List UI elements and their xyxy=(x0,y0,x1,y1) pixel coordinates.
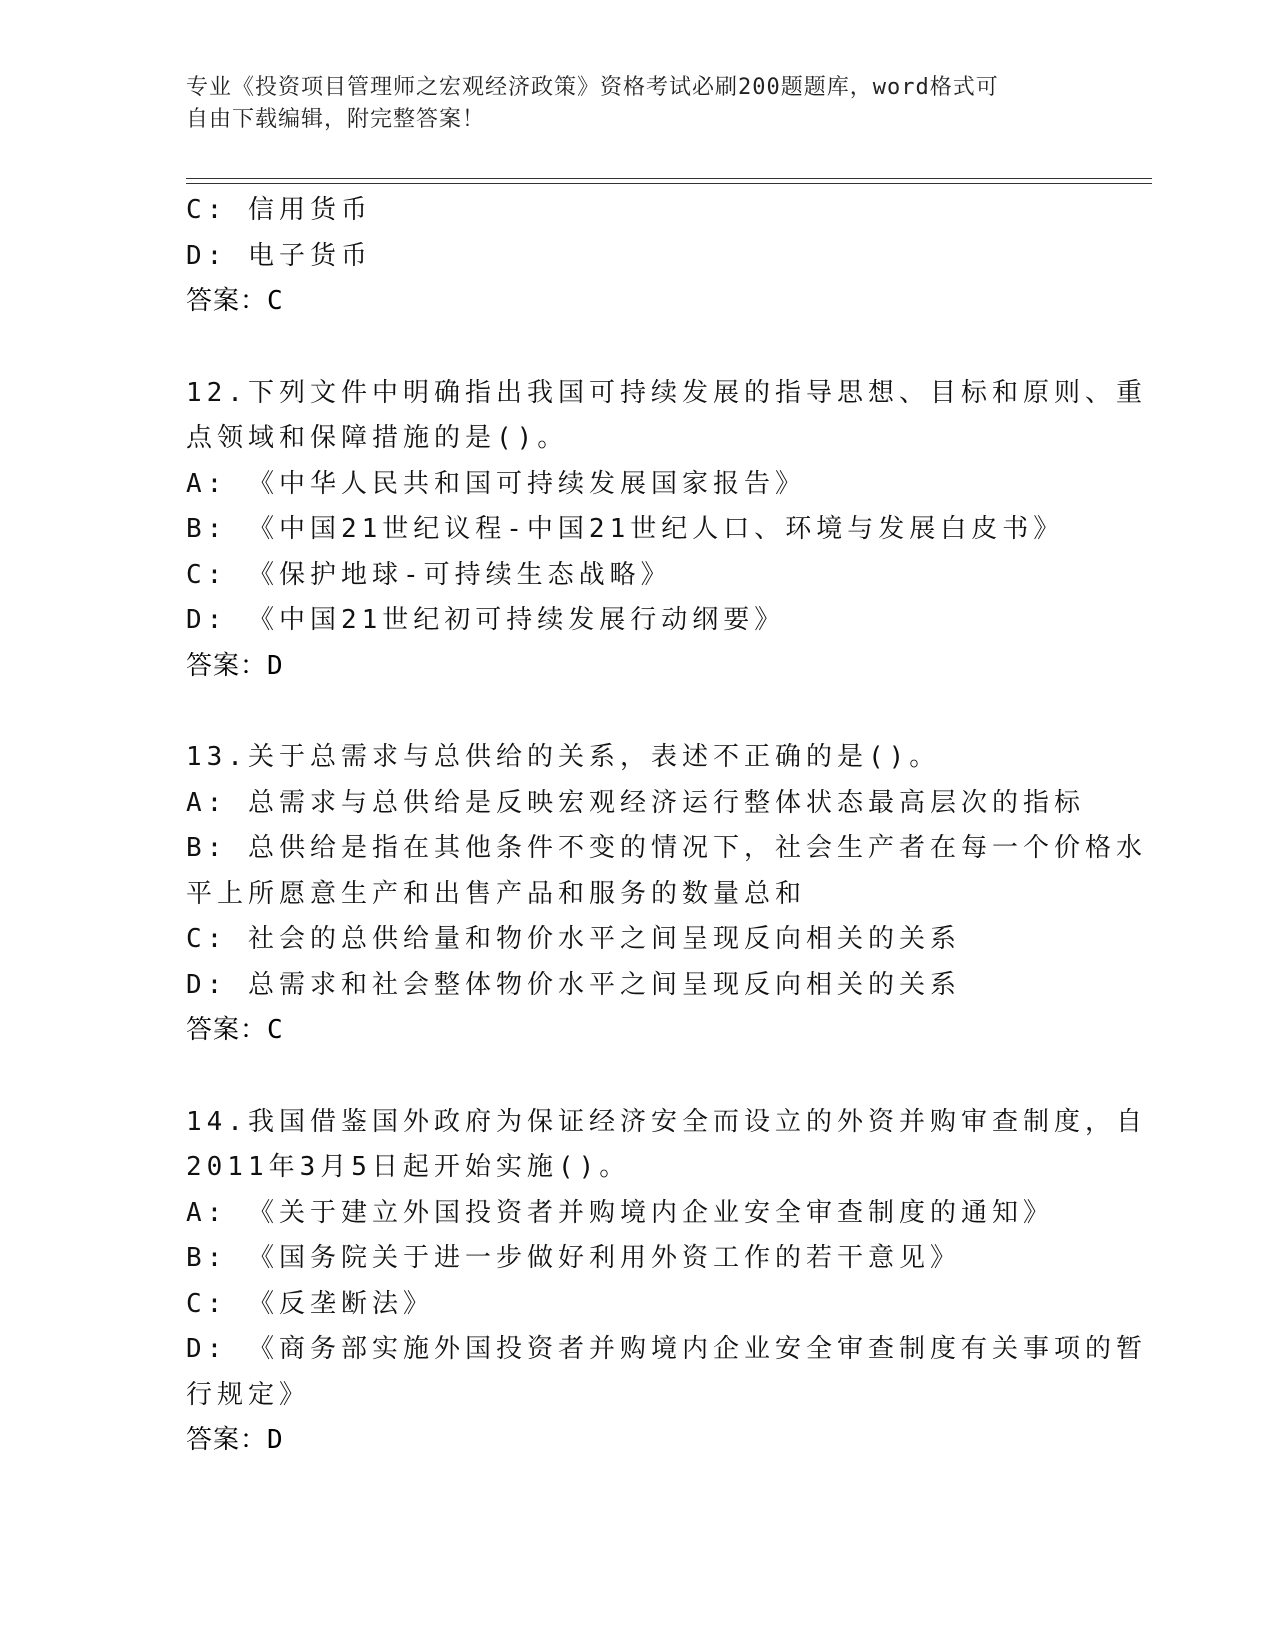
option-b: B: 总供给是指在其他条件不变的情况下，社会生产者在每一个价格水 xyxy=(186,833,1147,863)
answer-line: 答案：C xyxy=(186,1015,284,1045)
option-b: B: 《中国21世纪议程-中国21世纪人口、环境与发展白皮书》 xyxy=(186,514,1065,544)
option-c: C: 信用货币 xyxy=(186,195,372,225)
option-d: D: 《商务部实施外国投资者并购境内企业安全审查制度有关事项的暂 xyxy=(186,1334,1147,1364)
question-stem-continued: 2011年3月5日起开始实施()。 xyxy=(186,1152,631,1182)
question-block-12 xyxy=(186,371,1147,690)
option-d: D: 总需求和社会整体物价水平之间呈现反向相关的关系 xyxy=(186,969,961,1000)
answer-line: 答案：D xyxy=(186,1425,284,1455)
question-block-13 xyxy=(186,735,1147,1054)
option-c: C: 《反垄断法》 xyxy=(186,1288,434,1319)
option-c: C: 社会的总供给量和物价水平之间呈现反向相关的关系 xyxy=(186,924,961,954)
option-d-continued: 行规定》 xyxy=(186,1379,311,1410)
answer-line: 答案：D xyxy=(186,650,284,681)
option-a: A: 《中华人民共和国可持续发展国家报告》 xyxy=(186,468,806,499)
spacer xyxy=(186,325,1086,371)
question-stem: 13.关于总需求与总供给的关系，表述不正确的是()。 xyxy=(186,742,941,772)
option-b: B: 《国务院关于进一步做好利用外资工作的若干意见》 xyxy=(186,1243,961,1273)
option-d: D: 《中国21世纪初可持续发展行动纲要》 xyxy=(186,605,786,635)
spacer xyxy=(186,1054,1086,1100)
document-header xyxy=(186,72,1066,136)
question-block-prev xyxy=(186,188,1086,325)
option-b-continued: 平上所愿意生产和出售产品和服务的数量总和 xyxy=(186,878,807,909)
header-line-2: 自由下载编辑，附完整答案！ xyxy=(186,107,486,132)
question-stem: 14.我国借鉴国外政府为保证经济安全而设立的外资并购审查制度，自 xyxy=(186,1106,1147,1137)
question-stem-continued: 点领域和保障措施的是()。 xyxy=(186,423,569,453)
option-a: A: 总需求与总供给是反映宏观经济运行整体状态最高层次的指标 xyxy=(186,787,1085,818)
option-a: A: 《关于建立外国投资者并购境内企业安全审查制度的通知》 xyxy=(186,1197,1054,1228)
question-list xyxy=(186,188,1147,1464)
header-line-1: 专业《投资项目管理师之宏观经济政策》资格考试必刷200题题库，word格式可 xyxy=(186,75,999,100)
option-c: C: 《保护地球-可持续生态战略》 xyxy=(186,559,672,590)
answer-line: 答案：C xyxy=(186,286,284,316)
header-divider-bottom xyxy=(186,183,1152,184)
question-block-14 xyxy=(186,1100,1147,1464)
spacer xyxy=(186,689,1086,735)
header-divider-top xyxy=(186,178,1152,179)
option-d: D: 电子货币 xyxy=(186,240,372,271)
question-stem: 12.下列文件中明确指出我国可持续发展的指导思想、目标和原则、重 xyxy=(186,377,1147,408)
